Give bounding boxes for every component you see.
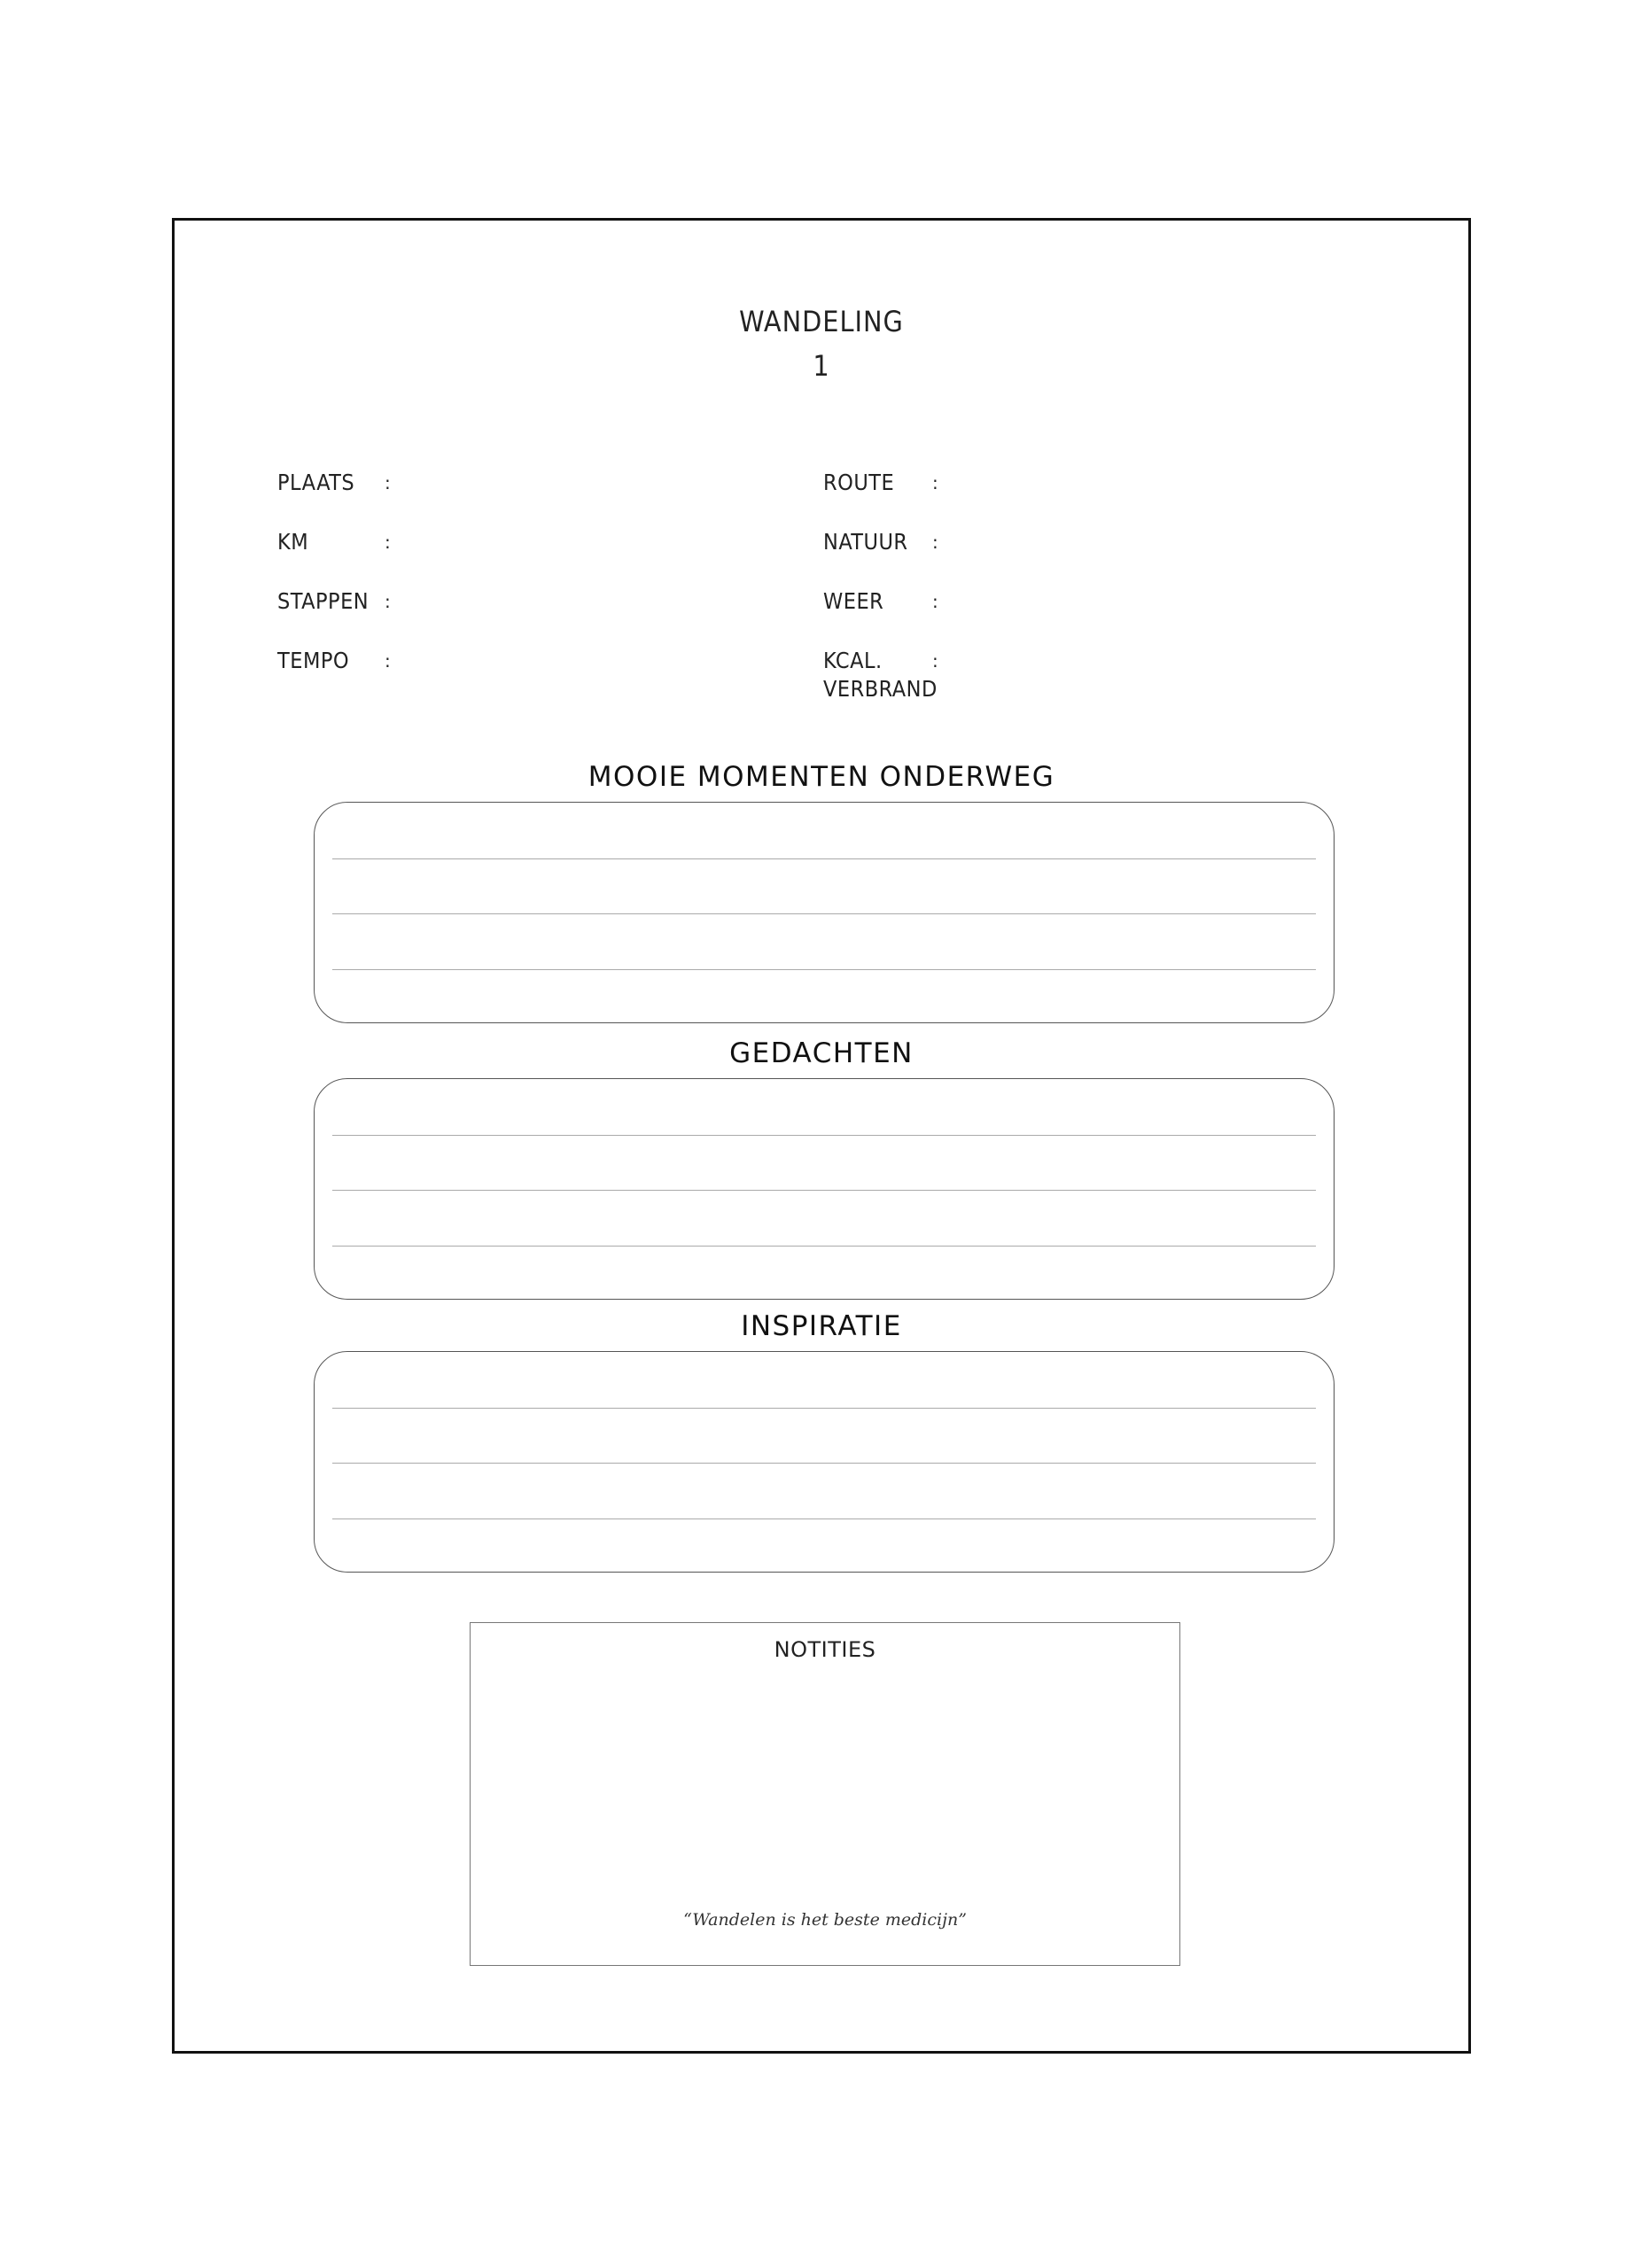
field-weer-label: WEER [823,588,884,614]
field-plaats[interactable] [277,469,354,497]
field-stappen[interactable] [277,587,369,616]
section-title-inspiratie: INSPIRATIE [741,1310,902,1342]
notes-title: NOTITIES [774,1637,876,1662]
section-title-mooie-momenten: MOOIE MOMENTEN ONDERWEG [588,761,1055,793]
field-km-label: KM [277,529,309,555]
field-verbrand-label: VERBRAND [823,676,938,702]
field-plaats-colon: : [385,472,391,493]
gedachten-box[interactable] [314,1078,1335,1300]
field-km-colon: : [385,532,391,553]
field-stappen-colon: : [385,591,391,612]
field-natuur-label: NATUUR [823,529,908,555]
field-tempo-label: TEMPO [277,648,350,673]
writing-line [332,913,1316,914]
page-title: WANDELING [739,305,904,338]
field-natuur[interactable] [823,528,908,556]
writing-line [332,1463,1316,1464]
mooie-momenten-box[interactable] [314,802,1335,1023]
field-kcal-colon: : [932,650,938,672]
page-frame [172,218,1471,2054]
walk-number: 1 [813,349,830,383]
field-route[interactable] [823,469,894,497]
notes-quote: “Wandelen is het beste medicijn” [683,1910,967,1930]
field-natuur-colon: : [932,532,938,553]
field-weer[interactable] [823,587,883,616]
writing-line [332,1190,1316,1191]
field-kcal-label: KCAL. [823,648,883,673]
writing-line [332,1408,1316,1409]
field-tempo-colon: : [385,650,391,672]
field-route-label: ROUTE [823,470,895,495]
notes-box[interactable] [470,1622,1180,1966]
field-kcal-verbrand[interactable] [823,647,938,703]
field-stappen-label: STAPPEN [277,588,370,614]
writing-line [332,1518,1316,1519]
writing-line [332,1246,1316,1247]
writing-line [332,1135,1316,1136]
section-title-gedachten: GEDACHTEN [729,1037,914,1069]
field-km[interactable] [277,528,308,556]
field-plaats-label: PLAATS [277,470,355,495]
writing-line [332,969,1316,970]
field-weer-colon: : [932,591,938,612]
field-route-colon: : [932,472,938,493]
inspiratie-box[interactable] [314,1351,1335,1573]
writing-line [332,858,1316,859]
field-tempo[interactable] [277,647,349,675]
